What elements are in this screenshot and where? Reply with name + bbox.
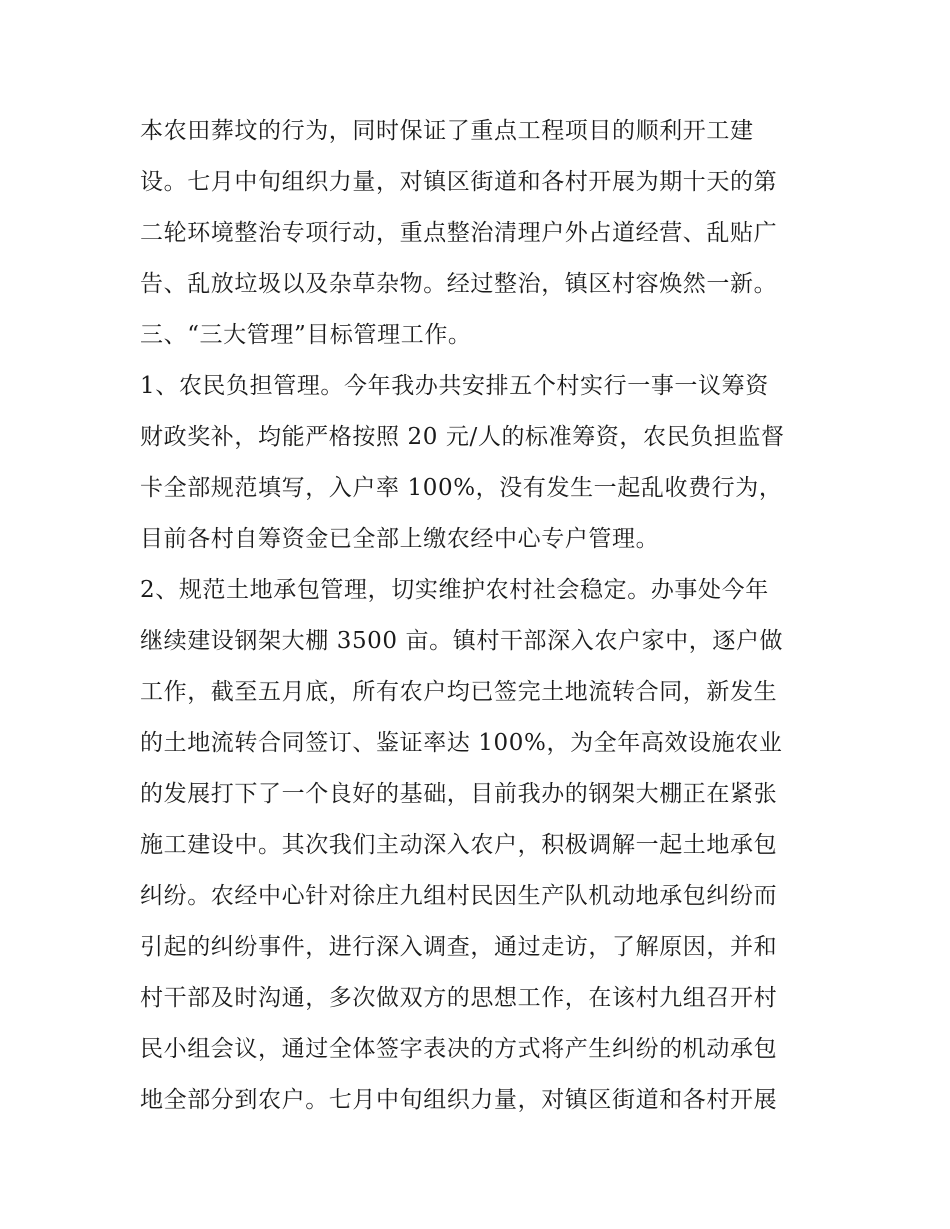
text-line: 地全部分到农户。七月中旬组织力量，对镇区街道和各村开展 xyxy=(140,1087,778,1113)
text-line: 的土地流转合同签订、鉴证率达 100%，为全年高效设施农业 xyxy=(140,730,783,756)
text-line: 民小组会议，通过全体签字表决的方式将产生纠纷的机动承包 xyxy=(140,1036,778,1062)
text-line: 1、农民负担管理。今年我办共安排五个村实行一事一议筹资 xyxy=(140,373,769,399)
text-line: 二轮环境整治专项行动，重点整治清理户外占道经营、乱贴广 xyxy=(140,220,778,246)
text-line: 本农田葬坟的行为，同时保证了重点工程项目的顺利开工建 xyxy=(140,118,754,144)
text-line: 引起的纠纷事件，进行深入调查，通过走访，了解原因，并和 xyxy=(140,934,778,960)
body-text xyxy=(140,106,820,1126)
text-line: 目前各村自筹资金已全部上缴农经中心专户管理。 xyxy=(140,526,660,552)
text-line: 告、乱放垃圾以及杂草杂物。经过整治，镇区村容焕然一新。 xyxy=(140,271,778,297)
text-line: 的发展打下了一个良好的基础，目前我办的钢架大棚正在紧张 xyxy=(140,781,778,807)
section-heading: 三、“三大管理”目标管理工作。 xyxy=(140,322,472,348)
text-line: 村干部及时沟通，多次做双方的思想工作，在该村九组召开村 xyxy=(140,985,778,1011)
text-line: 财政奖补，均能严格按照 20 元/人的标准筹资，农民负担监督 xyxy=(140,424,785,450)
text-line: 工作，截至五月底，所有农户均已签完土地流转合同，新发生 xyxy=(140,679,778,705)
text-line: 2、规范土地承包管理，切实维护农村社会稳定。办事处今年 xyxy=(140,577,769,603)
text-line: 纠纷。农经中心针对徐庄九组村民因生产队机动地承包纠纷而 xyxy=(140,883,778,909)
text-line: 继续建设钢架大棚 3500 亩。镇村干部深入农户家中，逐户做 xyxy=(140,628,784,654)
text-line: 施工建设中。其次我们主动深入农户，积极调解一起土地承包 xyxy=(140,832,778,858)
text-line: 卡全部规范填写，入户率 100%，没有发生一起乱收费行为， xyxy=(140,475,783,501)
text-line: 设。七月中旬组织力量，对镇区街道和各村开展为期十天的第 xyxy=(140,169,778,195)
